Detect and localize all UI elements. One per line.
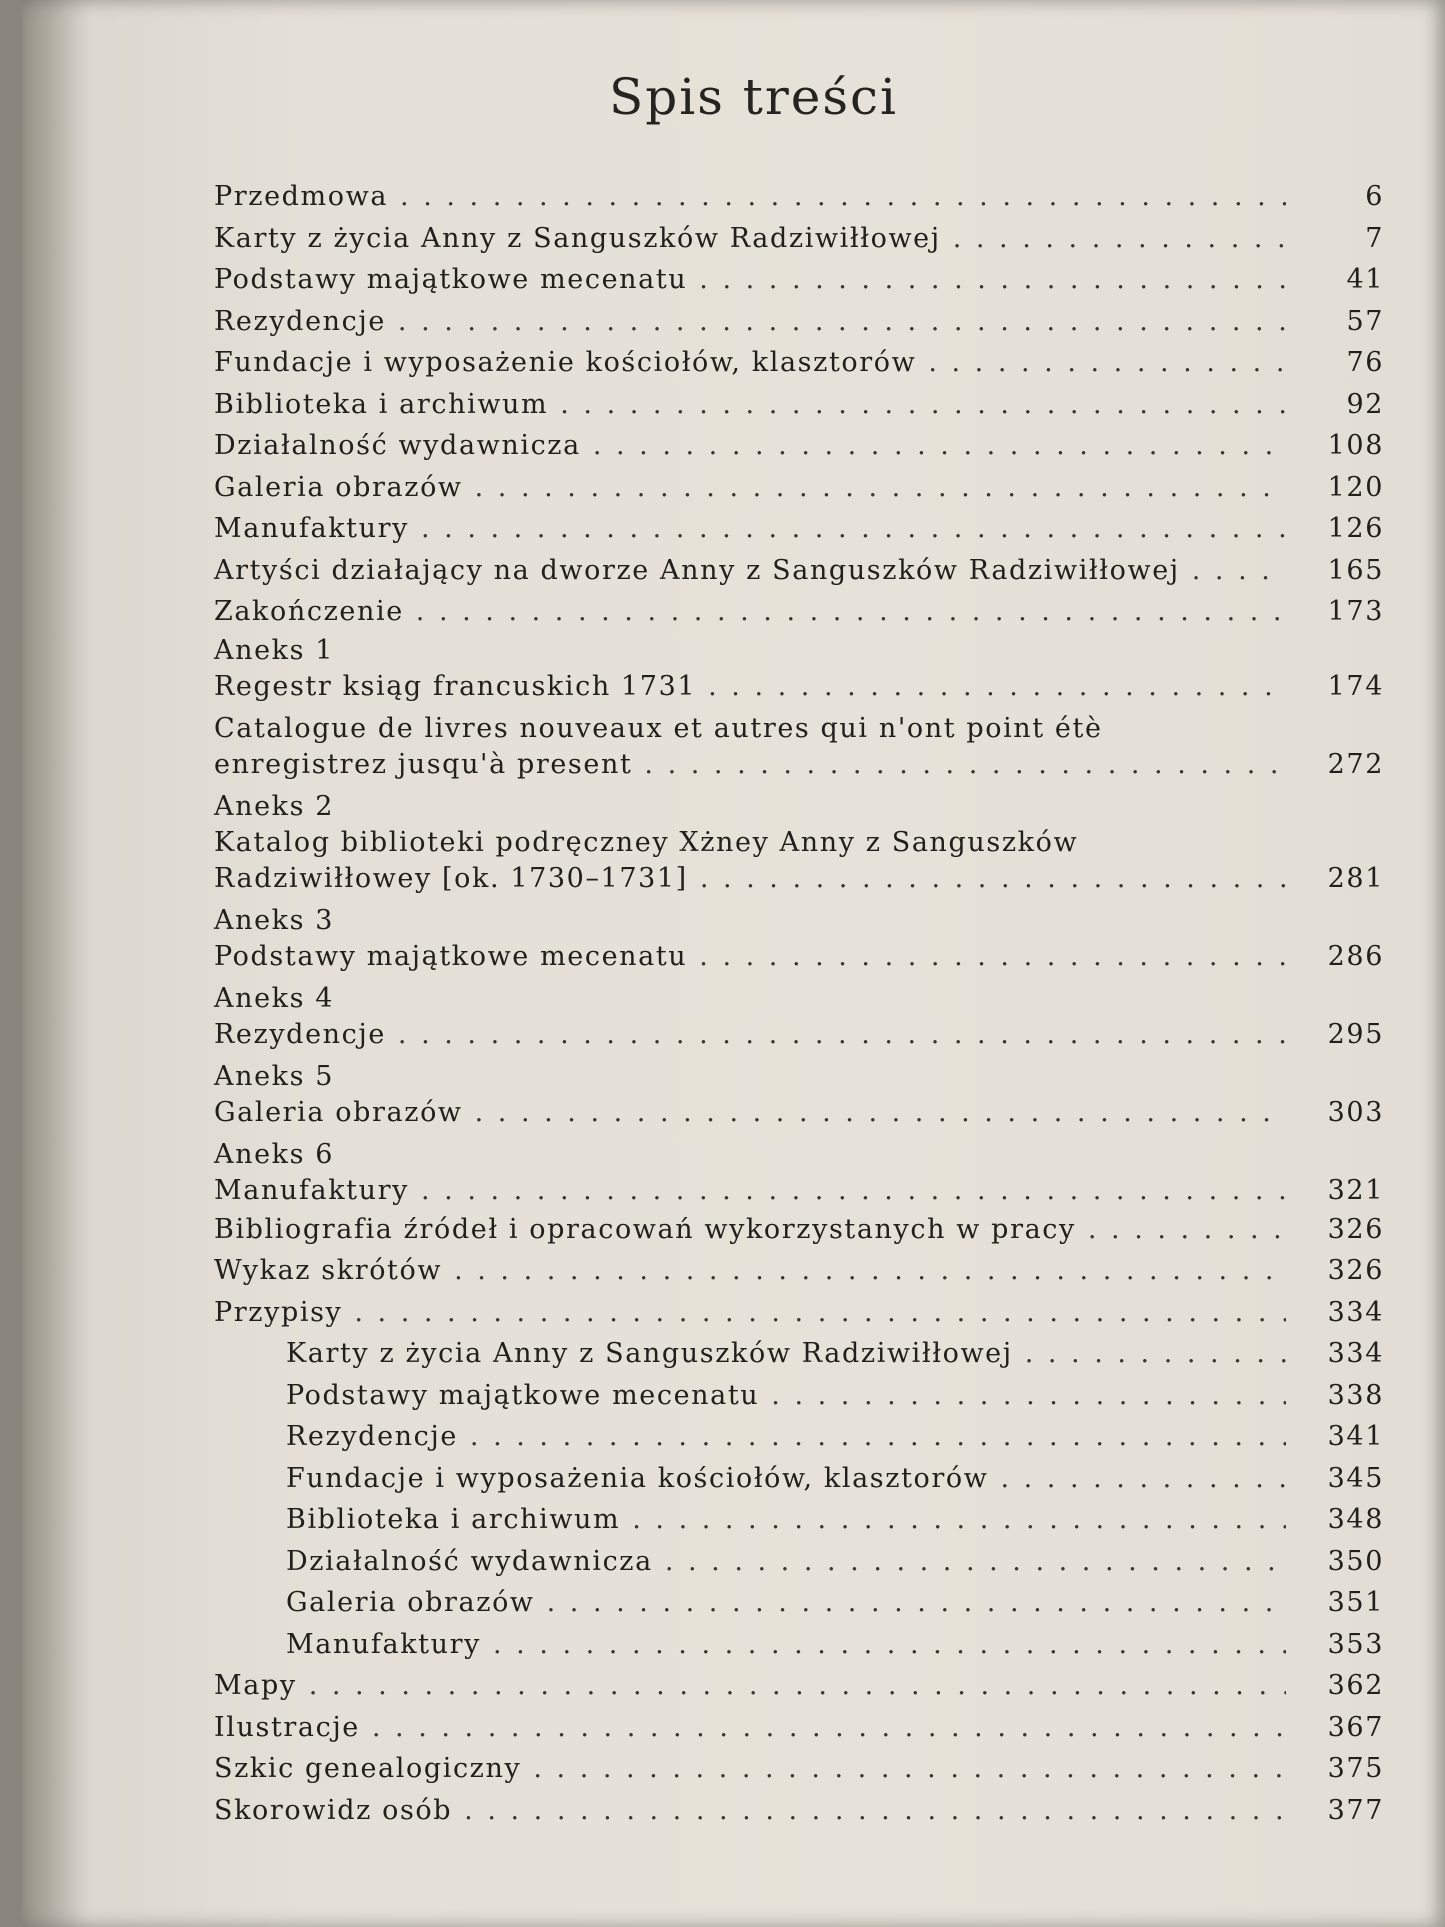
toc-entry (214, 176, 1384, 218)
toc-entry-page: 174 (1327, 670, 1384, 702)
leader-dots (632, 1499, 1286, 1541)
leader-dots (700, 861, 1286, 897)
toc-entry-page: 362 (1327, 1670, 1384, 1701)
aneks-4 (214, 981, 1384, 1053)
page-title: Spis treści (608, 68, 899, 126)
toc-entry (214, 669, 1384, 705)
leader-dots (398, 301, 1286, 343)
toc-entry-label: Szkic genealogiczny (214, 1753, 522, 1784)
toc-entry (214, 550, 1384, 592)
toc-entry-page: 41 (1346, 264, 1384, 295)
toc-entry-label: Podstawy majątkowe mecenatu (214, 264, 688, 295)
toc-entry-page: 338 (1327, 1379, 1384, 1411)
toc-entry-page: 7 (1365, 222, 1384, 254)
leader-dots (454, 1250, 1286, 1292)
toc-entry-label: Rezydencje (214, 1018, 386, 1050)
toc-entry (214, 259, 1384, 301)
aneks-heading: Aneks 2 (214, 790, 335, 822)
toc-entry-page: 108 (1327, 430, 1384, 461)
toc-entry-label: Manufaktury (286, 1628, 481, 1660)
toc-entry-label: Działalność wydawnicza (286, 1545, 653, 1577)
aneks-heading: Aneks 1 (214, 634, 335, 666)
leader-dots (699, 939, 1286, 975)
leader-dots (416, 591, 1286, 633)
toc-entry-page: 165 (1327, 554, 1384, 586)
toc-entry-label: Wykaz skrótów (214, 1255, 443, 1286)
catalogue-line-1: Catalogue de livres nouveaux et autres qui n'ont point étè (214, 712, 1103, 744)
leader-dots (1025, 1333, 1286, 1375)
toc-entry-label: Fundacje i wyposażenie kościołów, klasztorów (214, 347, 917, 378)
leader-dots (953, 218, 1286, 260)
leader-dots (699, 259, 1286, 301)
toc-entry-label: Rezydencje (214, 305, 386, 337)
toc-entry-page: 345 (1327, 1462, 1384, 1494)
toc-entry-page: 351 (1327, 1587, 1384, 1618)
toc-entry-label: Fundacje i wyposażenia kościołów, klasztorów (286, 1462, 989, 1494)
toc-entry (214, 1748, 1384, 1790)
toc-entry-label: Podstawy majątkowe mecenatu (214, 940, 688, 972)
toc-entry (214, 861, 1384, 897)
toc-entry (214, 939, 1384, 975)
toc-entry (214, 1095, 1384, 1131)
toc-entry-label: Regestr ksiąg francuskich 1731 (214, 670, 697, 702)
toc-entry-label: Bibliografia źródeł i opracowań wykorzystanych w pracy (214, 1213, 1076, 1245)
leader-dots (470, 1416, 1286, 1458)
toc-entry-page: 377 (1327, 1794, 1384, 1826)
book-page (22, 0, 1445, 1927)
toc-entry-label: enregistrez jusqu'à present (214, 748, 633, 780)
toc-entry-label: Przypisy (214, 1296, 343, 1328)
toc-entry-page: 76 (1346, 347, 1384, 378)
aneks-heading: Aneks 3 (214, 904, 335, 936)
toc-entry-page: 6 (1365, 181, 1384, 212)
toc-entry (214, 218, 1384, 260)
toc-entry-label: Karty z życia Anny z Sanguszków Radziwiłłowej (214, 222, 941, 254)
toc-entry-page: 120 (1327, 471, 1384, 503)
toc-entry-page: 92 (1346, 388, 1384, 420)
leader-dots (421, 508, 1286, 550)
leader-dots (1088, 1209, 1286, 1251)
toc-entry-label: Galeria obrazów (286, 1587, 535, 1618)
toc-entry-label: Zakończenie (214, 596, 404, 627)
toc-entry (214, 1790, 1384, 1832)
aneks-6 (214, 1137, 1384, 1209)
toc-entry (214, 747, 1384, 783)
aneks-1 (214, 633, 1384, 783)
aneks-3 (214, 903, 1384, 975)
leader-dots (400, 176, 1286, 218)
leader-dots (928, 342, 1286, 384)
toc-entry-page: 126 (1327, 513, 1384, 544)
toc-subentry (214, 1499, 1384, 1541)
toc-entry-page: 295 (1327, 1018, 1384, 1050)
toc-entry (214, 1292, 1384, 1334)
toc-entry-page: 286 (1327, 940, 1384, 972)
leader-dots (475, 1095, 1286, 1131)
toc-entry-page: 326 (1327, 1255, 1384, 1286)
aneks-2 (214, 789, 1384, 897)
toc-subentry (214, 1458, 1384, 1500)
toc-entry (214, 1017, 1384, 1053)
toc-subentry (214, 1333, 1384, 1375)
leader-dots (665, 1541, 1286, 1583)
leader-dots (533, 1748, 1286, 1790)
leader-dots (309, 1665, 1286, 1707)
toc-entry-label: Biblioteka i archiwum (214, 388, 549, 420)
toc-entry-label: Mapy (214, 1670, 297, 1701)
toc-entry (214, 591, 1384, 633)
toc-entry-label: Radziwiłłowey [ok. 1730–1731] (214, 862, 688, 894)
page-spine-shadow (22, 0, 92, 1927)
toc-entry-page: 348 (1327, 1504, 1384, 1535)
przypisy-subentries (214, 1333, 1384, 1665)
toc-subentry (214, 1375, 1384, 1417)
toc-entry-label: Galeria obrazów (214, 471, 463, 503)
toc-entry (214, 301, 1384, 343)
toc-entry-label: Skorowidz osób (214, 1794, 453, 1826)
leader-dots (372, 1707, 1286, 1749)
toc-entry-label: Artyści działający na dworze Anny z Sanguszków Radziwiłłowej (214, 554, 1180, 586)
toc-subentry (214, 1582, 1384, 1624)
toc-entry (214, 508, 1384, 550)
toc-entry-page: 353 (1327, 1628, 1384, 1660)
aneks-heading: Aneks 4 (214, 982, 335, 1014)
toc-subentry (214, 1624, 1384, 1666)
leader-dots (464, 1790, 1286, 1832)
toc-entry (214, 425, 1384, 467)
leader-dots (560, 384, 1286, 426)
toc-entry-label: Manufaktury (214, 1174, 409, 1206)
toc-entry (214, 1665, 1384, 1707)
toc-entry-page: 321 (1327, 1174, 1384, 1206)
toc-entry-page: 367 (1327, 1711, 1384, 1743)
toc-entry (214, 1173, 1384, 1209)
toc-entry (214, 1250, 1384, 1292)
toc-entry (214, 467, 1384, 509)
toc-entry (214, 384, 1384, 426)
leader-dots (354, 1292, 1286, 1334)
leader-dots (493, 1624, 1286, 1666)
toc-entry-page: 57 (1346, 305, 1384, 337)
toc-entry-label: Działalność wydawnicza (214, 430, 581, 461)
toc-subentry (214, 1416, 1384, 1458)
aneks-5 (214, 1059, 1384, 1131)
table-of-contents (214, 176, 1384, 1831)
toc-entry-label: Galeria obrazów (214, 1096, 463, 1128)
toc-entry-page: 334 (1327, 1296, 1384, 1328)
toc-entry-label: Przedmowa (214, 181, 389, 212)
main-entries (214, 176, 1384, 633)
leader-dots (771, 1375, 1286, 1417)
leader-dots (1000, 1458, 1286, 1500)
leader-dots (547, 1582, 1286, 1624)
aneks-title-line-1: Katalog biblioteki podręczney Xżney Anny z Sanguszków (214, 826, 1079, 858)
toc-entry-page: 334 (1327, 1338, 1384, 1369)
toc-entry-label: Karty z życia Anny z Sanguszków Radziwiłłowej (286, 1338, 1013, 1369)
leader-dots (475, 467, 1286, 509)
toc-entry-page: 281 (1327, 862, 1384, 894)
leader-dots (1192, 550, 1286, 592)
toc-entry-page: 341 (1327, 1421, 1384, 1452)
toc-entry-label: Podstawy majątkowe mecenatu (286, 1379, 760, 1411)
leader-dots (398, 1017, 1286, 1053)
toc-entry-page: 326 (1327, 1213, 1384, 1245)
toc-entry-label: Ilustracje (214, 1711, 360, 1743)
aneks-heading: Aneks 5 (214, 1060, 335, 1092)
toc-entry-page: 375 (1327, 1753, 1384, 1784)
toc-entry-page: 272 (1327, 748, 1384, 780)
leader-dots (644, 747, 1286, 783)
toc-entry (214, 1209, 1384, 1251)
aneks-heading: Aneks 6 (214, 1138, 335, 1170)
toc-entry-label: Rezydencje (286, 1421, 458, 1452)
leader-dots (708, 669, 1286, 705)
toc-entry (214, 342, 1384, 384)
toc-entry-page: 350 (1327, 1545, 1384, 1577)
final-entries (214, 1665, 1384, 1831)
toc-entry (214, 1707, 1384, 1749)
toc-entry-page: 303 (1327, 1096, 1384, 1128)
toc-entry-page: 173 (1327, 596, 1384, 627)
leader-dots (421, 1173, 1286, 1209)
toc-subentry (214, 1541, 1384, 1583)
toc-entry-label: Biblioteka i archiwum (286, 1504, 621, 1535)
toc-entry-label: Manufaktury (214, 513, 409, 544)
back-matter (214, 1209, 1384, 1334)
leader-dots (593, 425, 1286, 467)
